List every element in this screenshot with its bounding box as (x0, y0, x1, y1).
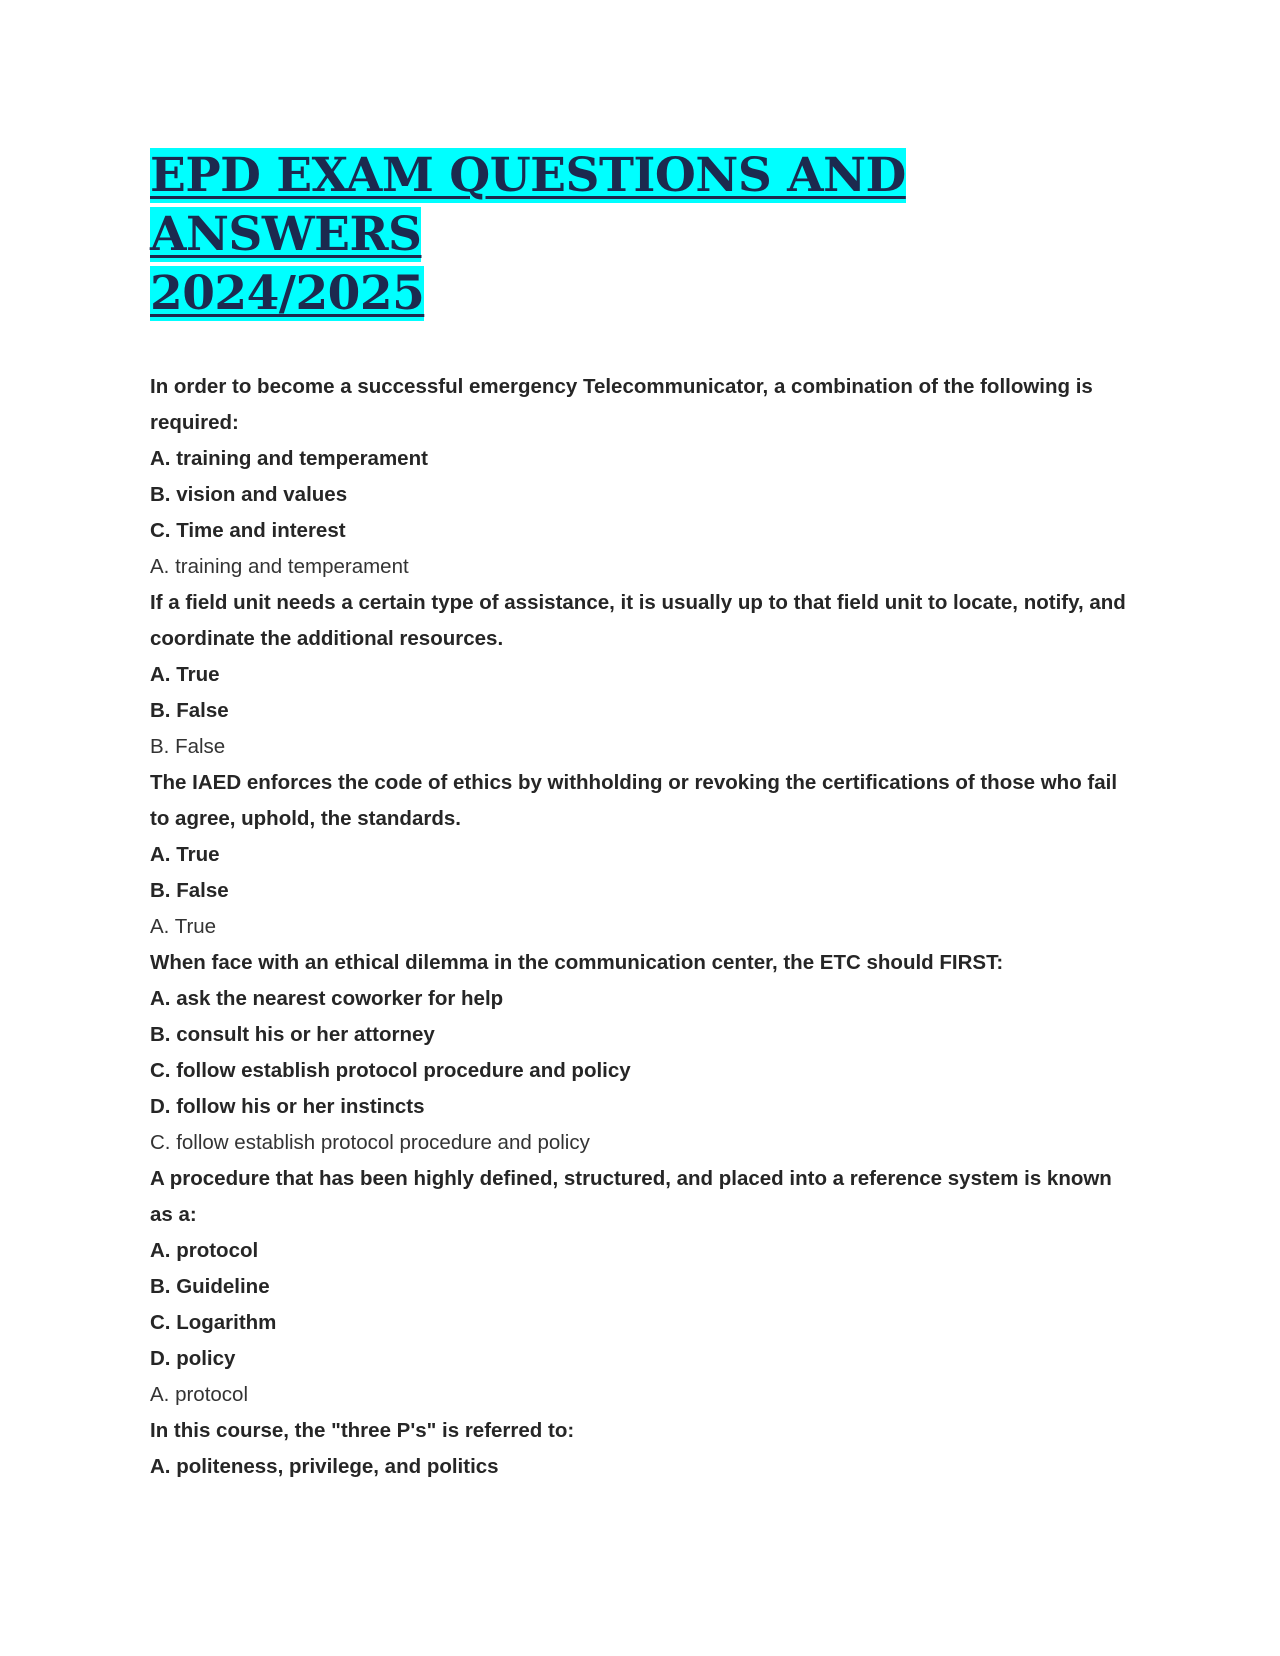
answer-text: B. False (150, 735, 226, 758)
option-a: A. training and temperament (150, 447, 428, 470)
answer-text: A. training and temperament (150, 555, 409, 578)
title-line-2: 2024/2025 (150, 266, 425, 321)
option-b: B. vision and values (150, 483, 348, 506)
option-b: B. Guideline (150, 1275, 270, 1298)
answer-text: A. True (150, 915, 217, 938)
question-text: If a field unit needs a certain type of assistance, it is usually up to that field unit to locate, notify, and coordinate the additional resources. (150, 591, 1126, 650)
answer-text: C. follow establish protocol procedure and policy (150, 1131, 590, 1154)
option-d: D. follow his or her instincts (150, 1095, 425, 1118)
option-a: A. True (150, 843, 220, 866)
option-c: C. Time and interest (150, 519, 346, 542)
document-title (150, 146, 1150, 323)
question-list (150, 369, 1130, 1485)
title-line-1: EPD EXAM QUESTIONS AND ANSWERS (150, 148, 906, 262)
option-a: A. protocol (150, 1239, 259, 1262)
option-b: B. False (150, 879, 229, 902)
option-d: D. policy (150, 1347, 236, 1370)
option-c: C. Logarithm (150, 1311, 277, 1334)
question-text: A procedure that has been highly defined, structured, and placed into a reference system is known as a: (150, 1167, 1112, 1226)
answer-text: A. protocol (150, 1383, 248, 1406)
option-b: B. consult his or her attorney (150, 1023, 435, 1046)
question-text: When face with an ethical dilemma in the communication center, the ETC should FIRST: (150, 951, 1004, 974)
option-a: A. ask the nearest coworker for help (150, 987, 504, 1010)
option-a: A. True (150, 663, 220, 686)
option-c: C. follow establish protocol procedure and policy (150, 1059, 631, 1082)
option-a: A. politeness, privilege, and politics (150, 1455, 499, 1478)
question-text: The IAED enforces the code of ethics by withholding or revoking the certifications of those who fail to agree, uphold, the standards. (150, 771, 1118, 830)
question-text: In this course, the "three P's" is referred to: (150, 1419, 575, 1442)
question-text: In order to become a successful emergency Telecommunicator, a combination of the following is required: (150, 375, 1093, 434)
option-b: B. False (150, 699, 229, 722)
